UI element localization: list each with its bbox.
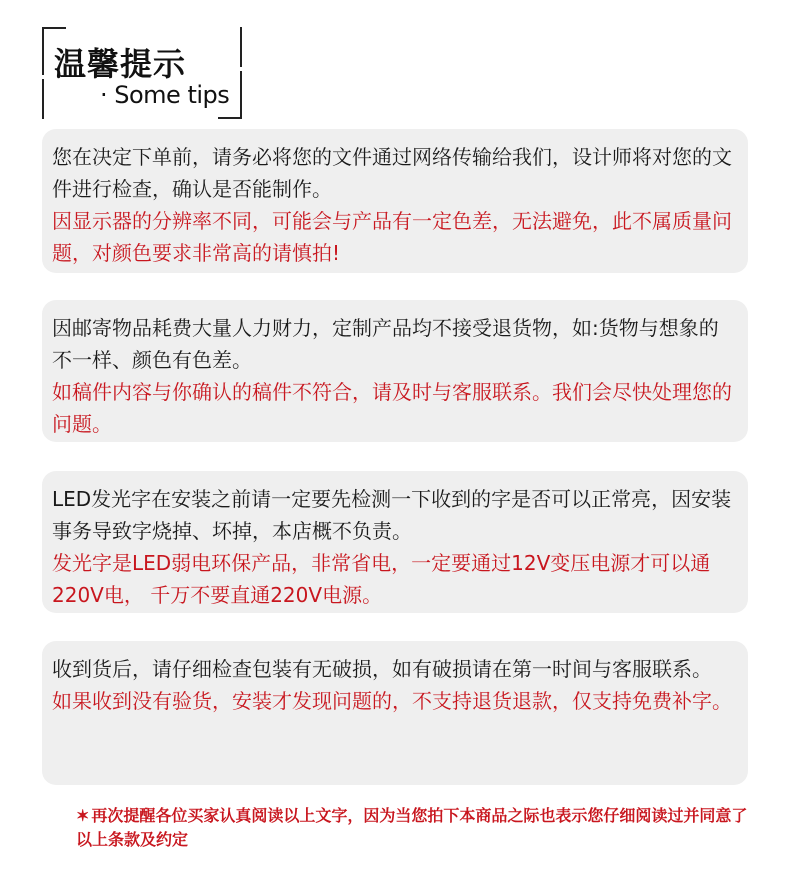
tip-card-1	[42, 129, 748, 273]
footer-notice-text: 再次提醒各位买家认真阅读以上文字，因为当您拍下本商品之际也表示您仔细阅读过并同意了以上条款及约定	[76, 806, 748, 849]
tip-card-2	[42, 300, 748, 442]
tip-card-2-warning: 如稿件内容与你确认的稿件不符合，请及时与客服联系。我们会尽快处理您的问题。	[52, 380, 732, 436]
frame-edge-bottom-left	[42, 79, 44, 119]
tip-card-4	[42, 641, 748, 785]
tip-card-2-text: 因邮寄物品耗费大量人力财力，定制产品均不接受退货物，如:货物与想象的不一样、颜色有色差。	[52, 316, 719, 372]
frame-edge-top-right	[240, 27, 242, 67]
title-english: · Some tips	[100, 81, 230, 109]
title-chinese: 温馨提示	[54, 45, 187, 83]
tip-card-4-text: 收到货后，请仔细检查包装有无破损，如有破损请在第一时间与客服联系。	[52, 657, 712, 681]
tip-card-1-text: 您在决定下单前，请务必将您的文件通过网络传输给我们，设计师将对您的文件进行检查，确认是否能制作。	[52, 145, 732, 201]
star-icon: ✶	[76, 806, 90, 825]
tip-card-4-warning: 如果收到没有验货，安装才发现问题的，不支持退货退款，仅支持免费补字。	[52, 689, 732, 713]
tip-card-3	[42, 471, 748, 613]
footer-notice	[76, 804, 756, 852]
tip-card-3-text: LED发光字在安装之前请一定要先检测一下收到的字是否可以正常亮，因安装事务导致字烧掉、坏掉，本店概不负责。	[52, 487, 732, 543]
tips-header	[42, 27, 242, 119]
tip-card-3-warning: 发光字是LED弱电环保产品，非常省电，一定要通过12V变压电源才可以通220V电， 千万不要直通220V电源。	[52, 551, 711, 607]
tip-card-1-warning: 因显示器的分辨率不同，可能会与产品有一定色差，无法避免，此不属质量问题，对颜色要求非常高的请慎拍!	[52, 209, 732, 265]
